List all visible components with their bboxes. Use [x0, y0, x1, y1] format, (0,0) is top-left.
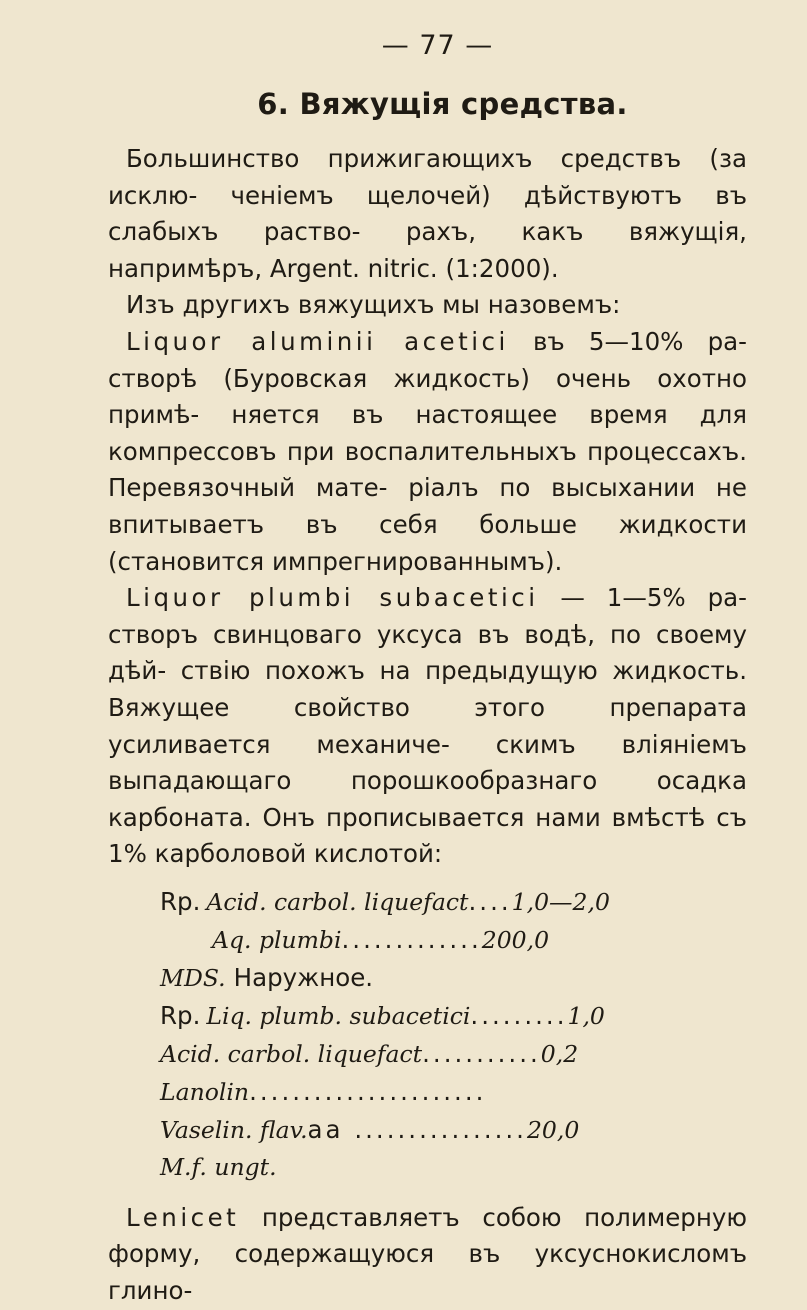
recipe-line — [160, 1035, 747, 1073]
text-line: представляетъ собою полимерную — [239, 1202, 747, 1232]
prescription-block — [160, 883, 747, 1186]
recipe-quantity: 0,2 — [540, 1039, 579, 1068]
text-line: (1:2000). — [445, 253, 559, 283]
recipe-instruction: Наружное. — [233, 962, 374, 992]
recipe-ingredient: Acid. carbol. liquefact — [160, 1039, 423, 1068]
leader-dots: ......... — [470, 1000, 568, 1030]
section-heading: 6. Вяжущія средства. — [257, 87, 628, 121]
text-line: ченіемъ щелочей) дѣйствуютъ въ слабыхъ раство- — [108, 180, 748, 247]
text-line: няется въ настоящее время для компрессовъ при — [108, 400, 747, 466]
leader-dots: ............. — [341, 924, 482, 954]
recipe-line — [160, 997, 747, 1035]
recipe-prefix: Rp. — [160, 1000, 201, 1030]
recipe-line — [160, 883, 747, 921]
text-line: въ 5—10% ра- — [508, 326, 747, 356]
text-line: осадка карбоната. Онъ прописывается нами вмѣстѣ — [108, 766, 747, 832]
paragraph-intro — [108, 287, 747, 324]
recipe-line — [160, 959, 747, 997]
text-line: форму, содержащуюся въ уксуснокисломъ глино- — [108, 1239, 747, 1306]
text-line: скимъ вліяніемъ выпадающаго порошкообразнаго — [108, 729, 747, 796]
text-line: ствію похожъ на предыдущую жидкость. Вяжущее — [108, 656, 747, 722]
recipe-ingredient: Vaselin. flav. — [160, 1115, 308, 1144]
recipe-ingredient: Aq. plumbi — [212, 925, 342, 954]
recipe-quantity: 1,0—2,0 — [511, 887, 610, 916]
paragraph-plumbi — [108, 580, 747, 873]
leader-dots: ........... — [422, 1038, 541, 1068]
drug-term: Liquor aluminii acetici — [126, 326, 509, 356]
text-line: жидкости (становится импрегнированнымъ). — [108, 509, 747, 576]
recipe-line — [160, 1073, 747, 1111]
text-line: рахъ, какъ вяжущія, напримѣръ, Argent. nitric. — [108, 217, 747, 283]
text-line: съ 1% карболовой кислотой: — [108, 802, 747, 869]
leader-dots: ...................... — [249, 1076, 487, 1106]
text-line: — 1—5% ра- — [538, 583, 747, 613]
drug-term: Lenicet — [126, 1202, 240, 1232]
recipe-ingredient: Acid. carbol. liquefact — [206, 887, 469, 916]
paragraph-cauterants — [108, 141, 747, 287]
recipe-line — [160, 921, 747, 959]
text-line: свойство этого препарата усиливается механиче- — [108, 692, 747, 759]
recipe-prefix: Rp. — [160, 886, 201, 916]
recipe-quantity: 200,0 — [481, 925, 550, 954]
body-text — [108, 141, 747, 1310]
recipe-ingredient: Liq. plumb. subacetici — [206, 1001, 471, 1030]
recipe-ingredient: Lanolin — [160, 1077, 250, 1106]
recipe-quantity: 20,0 — [526, 1115, 580, 1144]
text-line: створъ свинцоваго уксуса въ водѣ, по своему дѣй- — [108, 619, 747, 686]
text-line: Изъ другихъ вяжущихъ мы назовемъ: — [126, 290, 621, 320]
recipe-line — [160, 1149, 747, 1186]
paragraph-aluminii — [108, 324, 747, 580]
recipe-directive: MDS. — [160, 963, 226, 992]
recipe-quantity: 1,0 — [567, 1001, 605, 1030]
text-line: Большинство прижигающихъ средствъ (за исклю- — [108, 144, 747, 210]
text-line: воспалительныхъ процессахъ. Перевязочный мате- — [108, 436, 747, 503]
recipe-line — [160, 1111, 747, 1149]
paragraph-lenicet — [108, 1200, 747, 1310]
page-number: — 77 — — [381, 30, 494, 61]
recipe-directive: M.f. ungt. — [160, 1152, 277, 1181]
text-line: створѣ (Буровская жидкость) очень охотно примѣ- — [108, 363, 747, 430]
text-line: ріалъ по высыхании не впитываетъ въ себя больше — [108, 473, 747, 539]
leader-dots: aa ................ — [307, 1114, 527, 1144]
drug-term: Liquor plumbi subacetici — [126, 583, 539, 613]
leader-dots: .... — [468, 886, 512, 916]
